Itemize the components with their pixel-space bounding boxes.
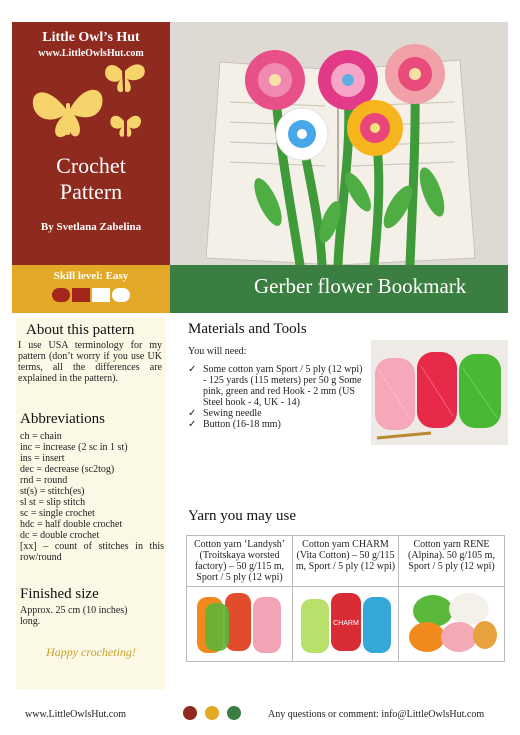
closing-message: Happy crocheting! [46, 645, 136, 659]
about-heading: About this pattern [26, 322, 135, 338]
yarn-photo-cell [399, 587, 505, 662]
flower-bookmarks-photo [170, 22, 508, 265]
abbreviation-item: rnd = round [20, 475, 68, 486]
butterfly-icon [26, 61, 156, 153]
skill-level-label: Skill level: Easy [53, 270, 129, 282]
yarn-skeins-photo [371, 340, 508, 445]
abbreviation-item: sc = single crochet [20, 508, 95, 519]
brand-url: www.LittleOwlsHut.com [38, 48, 144, 59]
footer-dot-green [227, 706, 241, 720]
footer-url[interactable]: www.LittleOwlsHut.com [25, 709, 127, 720]
materials-item: ✓ Sewing needle [188, 408, 368, 419]
finished-size-heading: Finished size [20, 586, 99, 602]
footer-dot-red [183, 706, 197, 720]
materials-list [188, 364, 368, 430]
footer-dot-gold [205, 706, 219, 720]
abbreviation-item: dc = double crochet [20, 530, 100, 541]
abbreviation-item: inc = increase (2 sc in 1 st) [20, 442, 128, 453]
about-text: I use USA terminology for my pattern (don’t worry if you use UK terms, all the differences are explained in the pattern). [18, 340, 162, 384]
brand-panel [12, 22, 170, 265]
materials-item: ✓ Button (16-18 mm) [188, 419, 368, 430]
abbreviation-item: dec = decrease (sc2tog) [20, 464, 115, 475]
charm-label: CHARM [333, 620, 359, 627]
abbreviation-item: [xx] – count of stitches in this row/round [20, 541, 164, 563]
abbreviation-item: st(s) = stitch(es) [20, 486, 85, 497]
footer-contact: Any questions or comment: info@LittleOwlsHut.com [268, 709, 485, 720]
yarn-photo-cell [187, 587, 293, 662]
yarn-photo-cell [293, 587, 399, 662]
skill-level-bar [12, 265, 170, 313]
pattern-name: Gerber flower Bookmark [254, 274, 467, 298]
abbreviations-heading: Abbreviations [20, 411, 105, 427]
landysh-yarn-photo [191, 589, 288, 655]
rene-yarn-photo [403, 589, 500, 655]
yarn-table [186, 535, 505, 662]
materials-heading: Materials and Tools [188, 321, 307, 337]
yarn-option-landysh: Cotton yarn ‘Landysh’ (Troitskaya worsted factory) – 50 g/115 m, Sport / 5 ply (12 wpi) [187, 536, 293, 587]
skill-level-icon [52, 287, 130, 303]
yarn-option-rene: Cotton yarn RENE (Alpina). 50 g/105 m, Sport / 5 ply (12 wpi) [399, 536, 505, 587]
materials-photo [371, 340, 508, 445]
yarn-photo-row [187, 587, 505, 662]
sidebar [16, 318, 166, 690]
pattern-title-line2: Pattern [59, 179, 123, 204]
charm-yarn-photo [297, 589, 394, 655]
materials-intro: You will need: [188, 346, 247, 357]
author-name: By Svetlana Zabelina [40, 221, 142, 233]
yarn-text-row [187, 536, 505, 587]
abbreviation-item: hdc = half double crochet [20, 519, 123, 530]
yarn-heading: Yarn you may use [188, 508, 297, 524]
abbreviation-item: ins = insert [20, 453, 65, 464]
pattern-title-line1: Crochet [56, 153, 126, 178]
materials-item: ✓ Some cotton yarn Sport / 5 ply (12 wpi) - 125 yards (115 meters) per 50 g Some pink, green and red Hook - 2 mm (US Steel hook - 4, UK - 14) [188, 364, 368, 408]
abbreviation-item: ch = chain [20, 431, 62, 442]
abbreviation-item: sl st = slip stitch [20, 497, 86, 508]
abbreviations-list [20, 431, 164, 563]
brand-name: Little Owl’s Hut [42, 30, 140, 45]
title-bar [170, 265, 508, 313]
yarn-option-charm: Cotton yarn CHARM (Vita Cotton) – 50 g/115 m, Sport / 5 ply (12 wpi) [293, 536, 399, 587]
header-photo [170, 22, 508, 265]
finished-size-text: Approx. 25 cm (10 inches) long. [20, 605, 128, 627]
